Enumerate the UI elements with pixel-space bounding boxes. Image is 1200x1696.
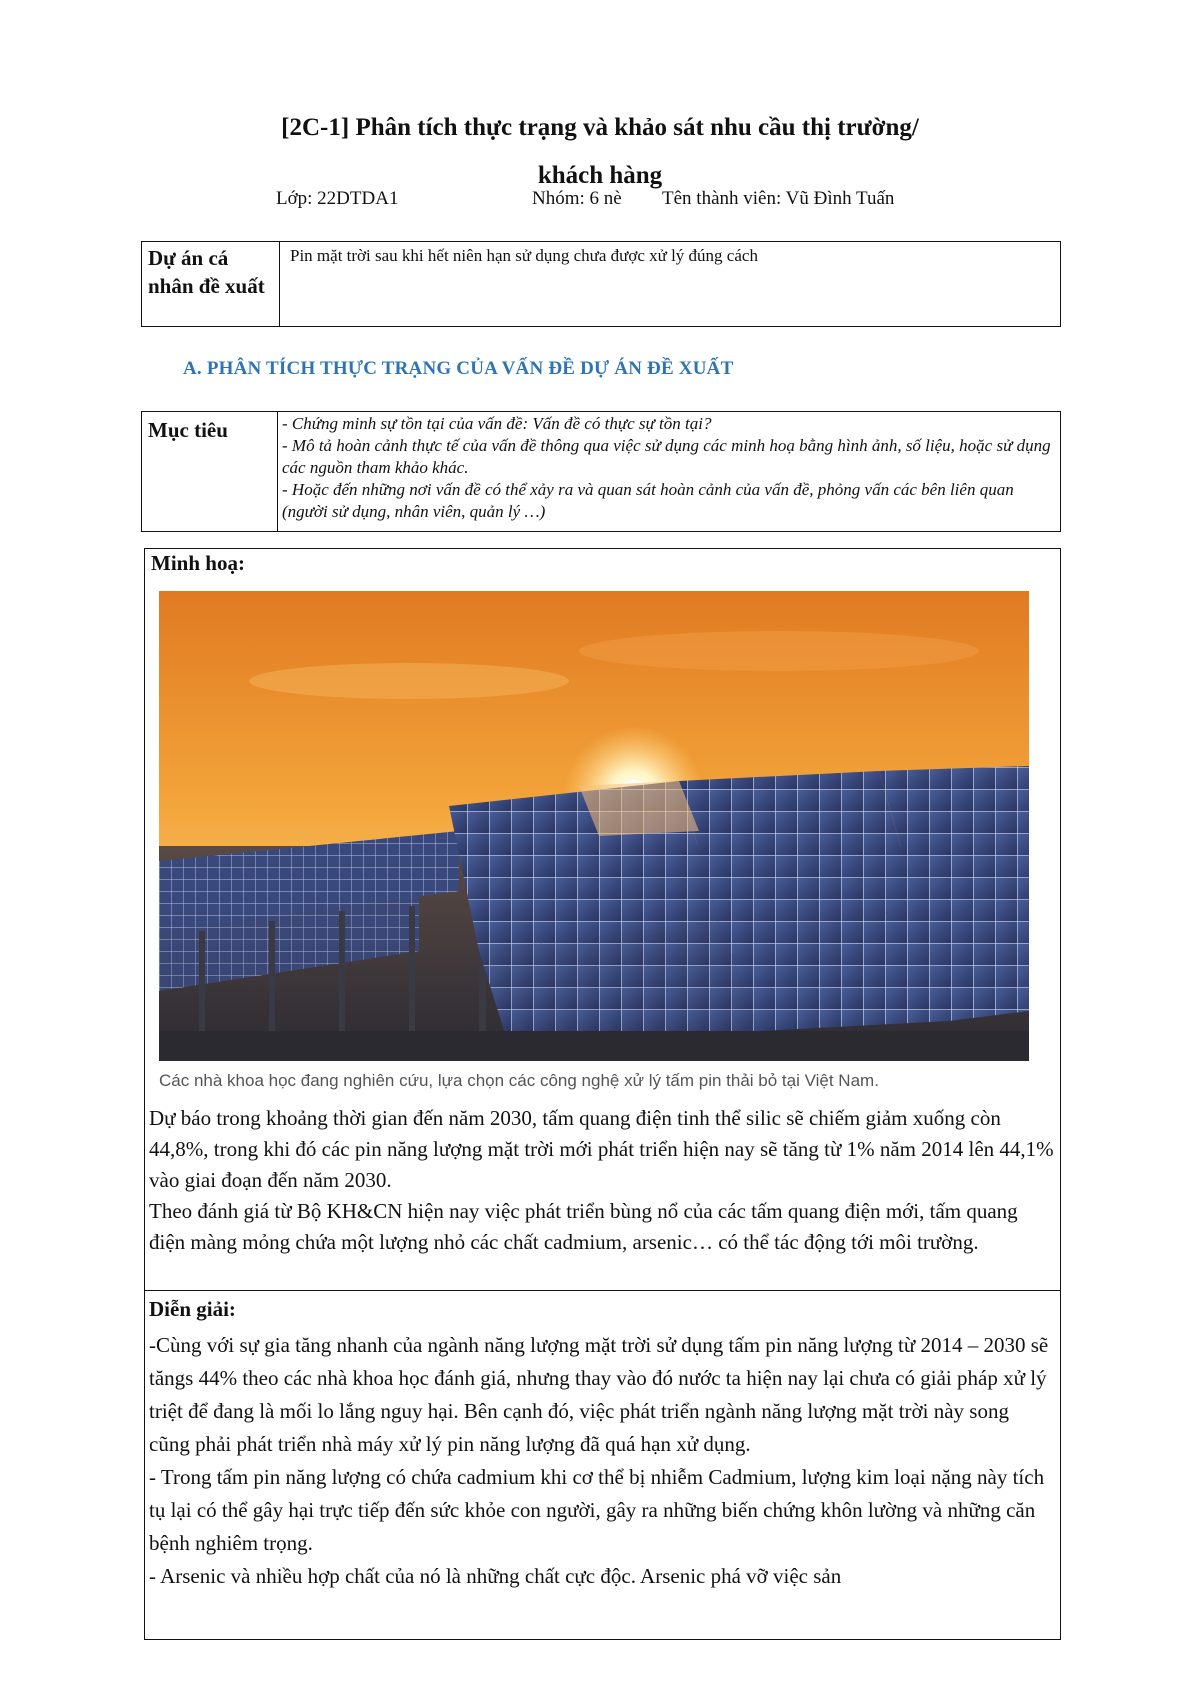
goal-description <box>278 412 1061 532</box>
member-label: Tên thành viên: Vũ Đình Tuấn <box>662 188 895 209</box>
project-label: Dự án cá nhân đề xuất <box>142 242 280 327</box>
group-label: Nhóm: 6 nè <box>532 188 622 209</box>
title-line-1: [2C-1] Phân tích thực trạng và khảo sát nhu cầu thị trường/ <box>281 114 919 141</box>
document-title <box>150 104 1050 200</box>
illustration-text <box>149 1103 1054 1258</box>
interpretation-paragraph-2: - Trong tấm pin năng lượng có chứa cadmium khi cơ thể bị nhiễm Cadmium, lượng kim loại nặng này tích tụ lại có thể gây hại trực tiếp đến sức khỏe con người, gây ra những biến chứng khôn lường và những căn bệnh nghiêm trọng. <box>149 1465 1045 1555</box>
goal-table <box>141 411 1061 532</box>
goal-label: Mục tiêu <box>142 412 278 532</box>
section-a-heading: A. PHÂN TÍCH THỰC TRẠNG CỦA VẤN ĐỀ DỰ ÁN ĐỀ XUẤT <box>183 358 734 379</box>
solar-panels-photo <box>159 591 1029 1061</box>
class-label: Lớp: 22DTDA1 <box>276 188 399 209</box>
project-table <box>141 241 1061 327</box>
illustration-paragraph-1: Dự báo trong khoảng thời gian đến năm 2030, tấm quang điện tinh thể silic sẽ chiếm giảm xuống còn 44,8%, trong khi đó các pin năng lượng mặt trời mới phát triển hiện nay sẽ tăng từ 1% năm 2014 lên 44,1% vào giai đoạn đến năm 2030. <box>149 1106 1054 1192</box>
goal-line-2: - Mô tả hoàn cảnh thực tế của vấn đề thông qua việc sử dụng các minh hoạ bằng hình ảnh, số liệu, hoặc sử dụng các nguồn tham khảo khác. <box>282 436 1051 477</box>
photo-caption: Các nhà khoa học đang nghiên cứu, lựa chọn các công nghệ xử lý tấm pin thải bỏ tại Việt Nam. <box>159 1071 879 1090</box>
illustration-box <box>144 548 1061 1640</box>
interpretation-paragraph-1: -Cùng với sự gia tăng nhanh của ngành năng lượng mặt trời sử dụng tấm pin năng lượng từ 2014 – 2030 sẽ tăngs 44% theo các nhà khoa học đánh giá, nhưng thay vào đó nước ta hiện nay lại chưa có giải pháp xử lý triệt để đang là mối lo lắng nguy hại. Bên cạnh đó, việc phát triển ngành năng lượng mặt trời này song cũng phải phát triển nhà máy xử lý pin năng lượng đã quá hạn xử dụng. <box>149 1333 1049 1456</box>
interpretation-label: Diễn giải: <box>149 1297 236 1321</box>
interpretation-paragraph-3: - Arsenic và nhiều hợp chất của nó là những chất cực độc. Arsenic phá vỡ việc sản <box>149 1564 842 1588</box>
illustration-label: Minh hoạ: <box>151 551 245 575</box>
solar-panels-image <box>159 591 1029 1061</box>
goal-line-3: - Hoặc đến những nơi vấn đề có thể xảy ra và quan sát hoàn cảnh của vấn đề, phỏng vấn các bên liên quan (người sử dụng, nhân viên, quản lý …) <box>282 480 1014 521</box>
title-line-2: khách hàng <box>537 162 663 189</box>
interpretation-text <box>149 1329 1054 1593</box>
goal-line-1: - Chứng minh sự tồn tại của vấn đề: Vấn đề có thực sự tồn tại? <box>282 414 712 433</box>
illustration-paragraph-2: Theo đánh giá từ Bộ KH&CN hiện nay việc phát triển bùng nổ của các tấm quang điện mới, tấm quang điện màng mỏng chứa một lượng nhỏ các chất cadmium, arsenic… có thể tác động tới môi trường. <box>149 1199 1018 1254</box>
project-value: Pin mặt trời sau khi hết niên hạn sử dụng chưa được xử lý đúng cách <box>280 242 1061 327</box>
section-divider <box>145 1290 1060 1291</box>
